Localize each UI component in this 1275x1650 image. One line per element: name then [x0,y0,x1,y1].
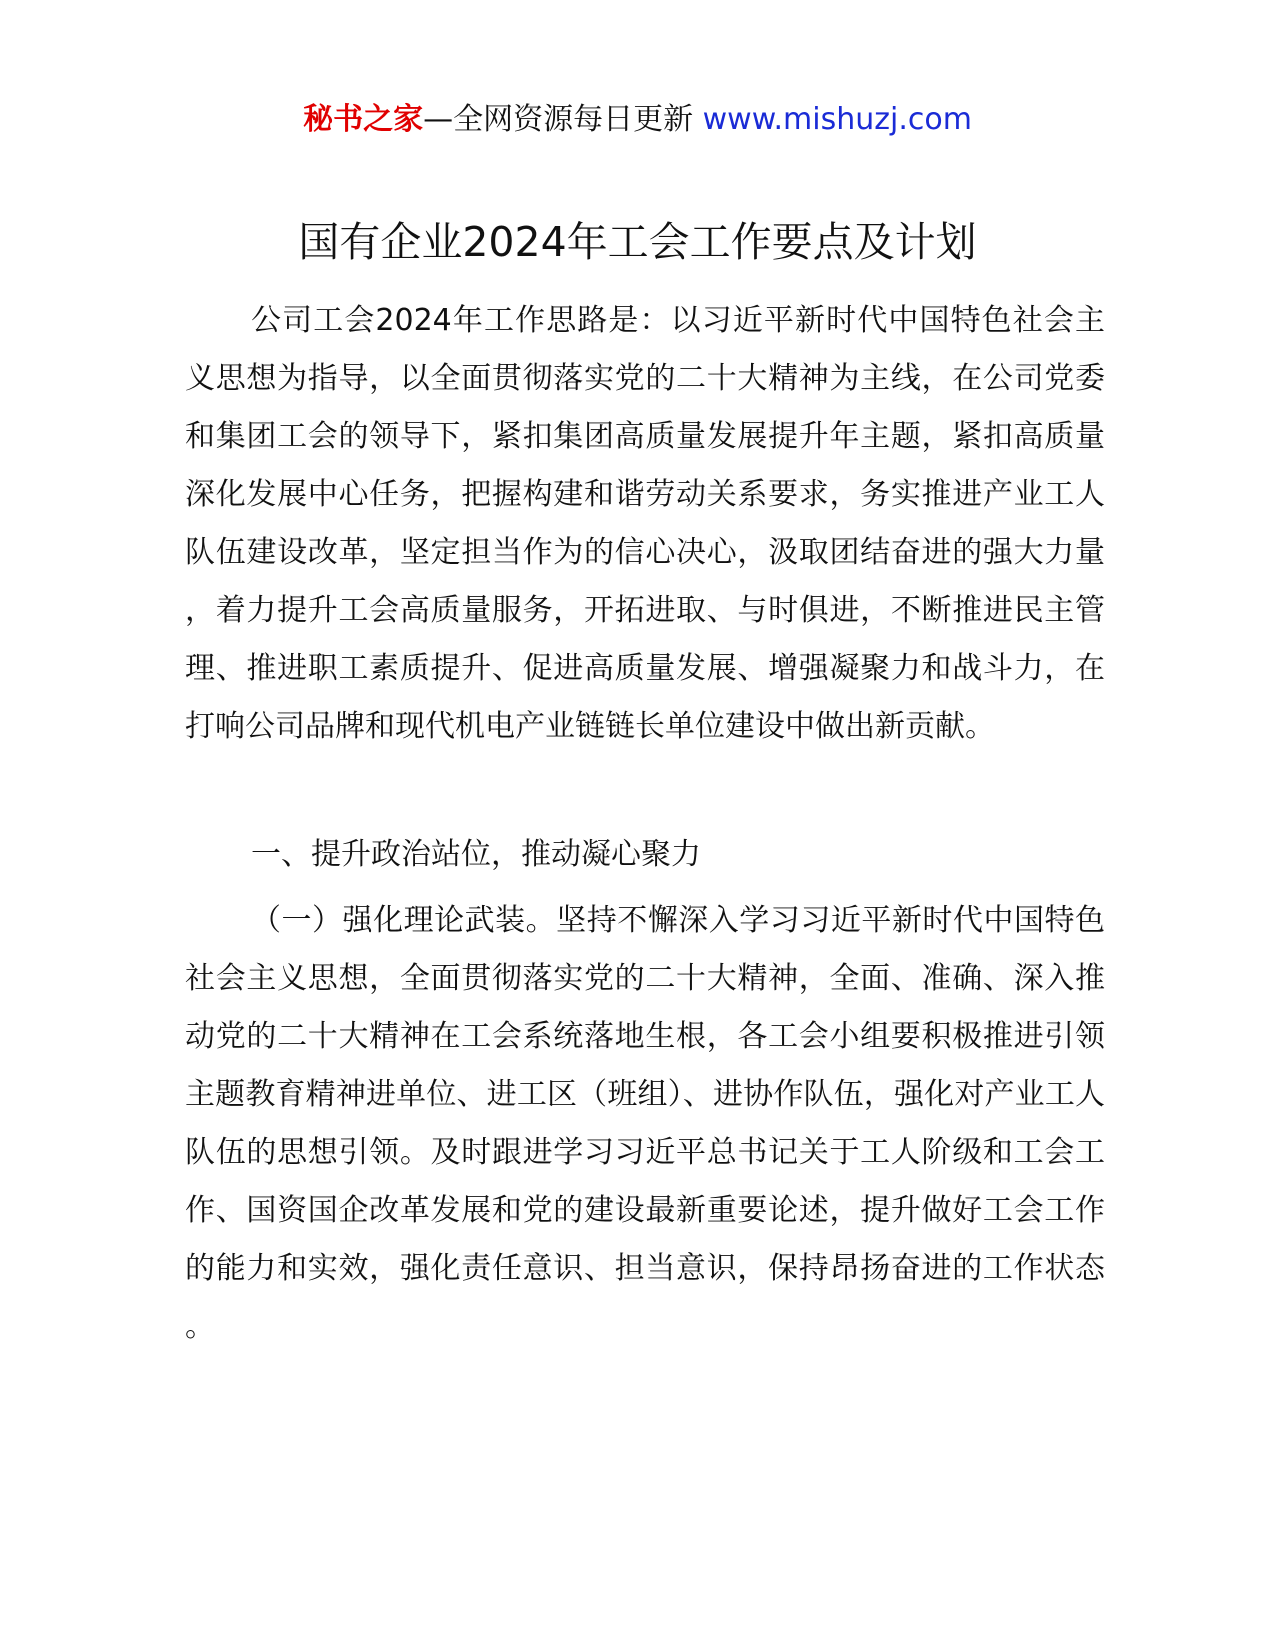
intro-section [185,292,1105,756]
document-title: 国有企业2024年工会工作要点及计划 [298,218,977,266]
header-slogan: —全网资源每日更新 [423,102,694,137]
brand-name: 秘书之家 [303,102,424,137]
section-1-heading: 一、提升政治站位，推动凝心聚力 [251,837,701,872]
section-1-paragraph-1: （一）强化理论武装。坚持不懈深入学习习近平新时代中国特色社会主义思想，全面贯彻落实党的二十大精神，全面、准确、深入推动党的二十大精神在工会系统落地生根，各工会小组要积极推进引领主题教育精神进单位、进工区（班组）、进协作队伍，强化对产业工人队伍的思想引领。及时跟进学习习近平总书记关于工人阶级和工会工作、国资国企改革发展和党的建设最新重要论述，提升做好工会工作的能力和实效，强化责任意识、担当意识，保持昂扬奋进的工作状态。 [185,903,1105,1344]
section-1-body [185,892,1105,1356]
site-header [0,98,1275,142]
section-heading-wrap [185,826,1105,884]
site-url-link[interactable]: www.mishuzj.com [702,102,972,137]
intro-paragraph: 公司工会2024年工作思路是：以习近平新时代中国特色社会主义思想为指导，以全面贯彻落实党的二十大精神为主线，在公司党委和集团工会的领导下，紧扣集团高质量发展提升年主题，紧扣高质量深化发展中心任务，把握构建和谐劳动关系要求，务实推进产业工人队伍建设改革，坚定担当作为的信心决心，汲取团结奋进的强大力量，着力提升工会高质量服务，开拓进取、与时俱进，不断推进民主管理、推进职工素质提升、促进高质量发展、增强凝聚力和战斗力，在打响公司品牌和现代机电产业链链长单位建设中做出新贡献。 [185,303,1105,744]
